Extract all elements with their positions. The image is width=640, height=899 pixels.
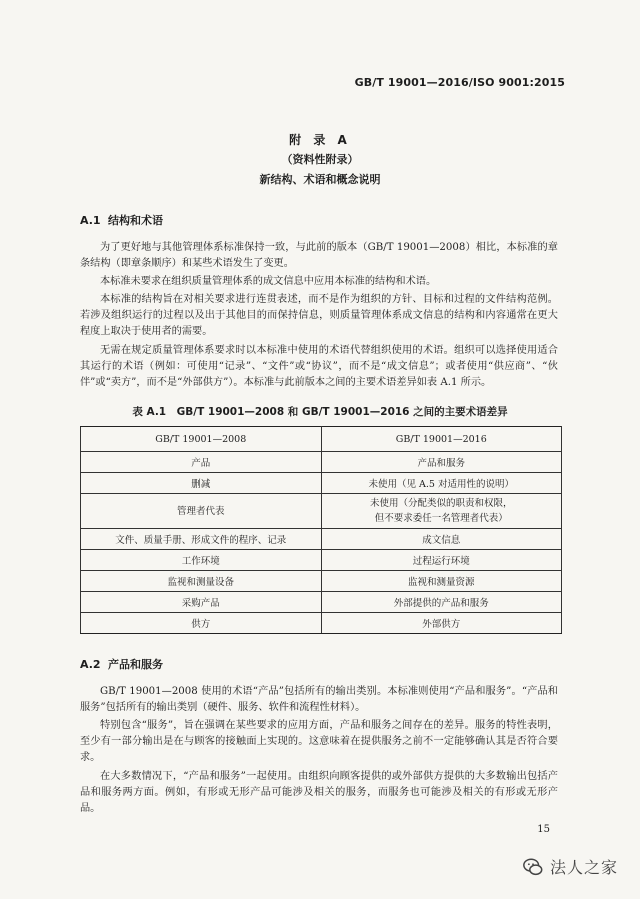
table-cell-new: 未使用（见 A.5 对适用性的说明）: [321, 473, 562, 494]
section-a2-heading: [80, 656, 163, 672]
paragraph: GB/T 19001—2008 使用的术语“产品”包括所有的输出类别。本标准则使用“产品和服务”。“产品和服务”包括所有的输出类别（硬件、服务、软件和流程性材料）。: [80, 686, 558, 713]
table-cell-new: 监视和测量资源: [321, 571, 562, 592]
table-cell-old: 文件、质量手册、形成文件的程序、记录: [81, 529, 322, 550]
table-cell-new: 过程运行环境: [321, 550, 562, 571]
terminology-table: [80, 426, 562, 634]
table-row: [81, 529, 562, 550]
table-cell-new: 未使用（分配类似的职责和权限， 但不要求委任一名管理者代表）: [321, 494, 562, 529]
table-caption: 表 A.1 GB/T 19001—2008 和 GB/T 19001—2016 之间的主要术语差异: [132, 406, 508, 418]
table-cell-old: 监视和测量设备: [81, 571, 322, 592]
section-title: 结构和术语: [108, 214, 163, 227]
table-row: [81, 592, 562, 613]
table-cell-old: 供方: [81, 613, 322, 634]
table-cell-old: 产品: [81, 452, 322, 473]
section-number: A.1: [80, 214, 101, 227]
standard-number: GB/T 19001—2016/ISO 9001:2015: [354, 76, 565, 89]
wechat-icon: [522, 856, 544, 878]
paragraph: 无需在规定质量管理体系要求时以本标准中使用的术语代替组织使用的术语。组织可以选择使用适合其运行的术语（例如：可使用“记录”、“文件”或“协议”，而不是“成文信息”；或者使用“供应商”、“伙伴”或“卖方”，而不是“外部供方”）。本标准与此前版本之间的主要术语差异如表 A.1 所示。: [80, 345, 558, 388]
annex-title: 附 录 A: [289, 133, 351, 147]
table-header-old: GB/T 19001—2008: [81, 427, 322, 452]
paragraph: 特别包含“服务”，旨在强调在某些要求的应用方面，产品和服务之间存在的差异。服务的特性表明，至少有一部分输出是在与顾客的接触面上实现的。这意味着在提供服务之前不一定能够确认其是否符合要求。: [80, 720, 558, 763]
table-cell-old: 工作环境: [81, 550, 322, 571]
table-cell-old: 采购产品: [81, 592, 322, 613]
section-title: 产品和服务: [108, 658, 163, 671]
table-row: [81, 613, 562, 634]
table-header-row: [81, 427, 562, 452]
table-cell-old: 管理者代表: [81, 494, 322, 529]
section-a1-heading: [80, 212, 163, 228]
annex-subtitle: （资料性附录）: [281, 153, 359, 166]
table-cell-old: 删减: [81, 473, 322, 494]
table-row: [81, 494, 562, 529]
paragraph: 本标准的结构旨在对相关要求进行连贯表述，而不是作为组织的方针、目标和过程的文件结构范例。若涉及组织运行的过程以及出于其他目的而保持信息，则质量管理体系成文信息的结构和内容通常在更大程度上取决于使用者的需要。: [80, 294, 558, 337]
table-row: [81, 473, 562, 494]
page-number: 15: [537, 824, 550, 835]
paragraph: 在大多数情况下，“产品和服务”一起使用。由组织向顾客提供的或外部供方提供的大多数输出包括产品和服务两方面。例如，有形或无形产品可能涉及相关的服务，而服务也可能涉及相关的有形或无形产品。: [80, 771, 558, 814]
table-header-new: GB/T 19001—2016: [321, 427, 562, 452]
table-cell-new: 外部供方: [321, 613, 562, 634]
paragraph: 本标准未要求在组织质量管理体系的成文信息中应用本标准的结构和术语。: [100, 276, 437, 287]
paragraph: 为了更好地与其他管理体系标准保持一致，与此前的版本（GB/T 19001—2008）相比，本标准的章条结构（即章条顺序）和某些术语发生了变更。: [80, 242, 558, 269]
annex-description: 新结构、术语和概念说明: [259, 173, 381, 186]
table-row: [81, 452, 562, 473]
table-cell-new: 产品和服务: [321, 452, 562, 473]
annex-heading: [0, 130, 640, 190]
table-cell-new: 外部提供的产品和服务: [321, 592, 562, 613]
table-row: [81, 550, 562, 571]
table-row: [81, 571, 562, 592]
watermark: [522, 855, 618, 878]
table-cell-new: 成文信息: [321, 529, 562, 550]
watermark-text: 法人之家: [549, 858, 618, 877]
section-number: A.2: [80, 658, 101, 671]
